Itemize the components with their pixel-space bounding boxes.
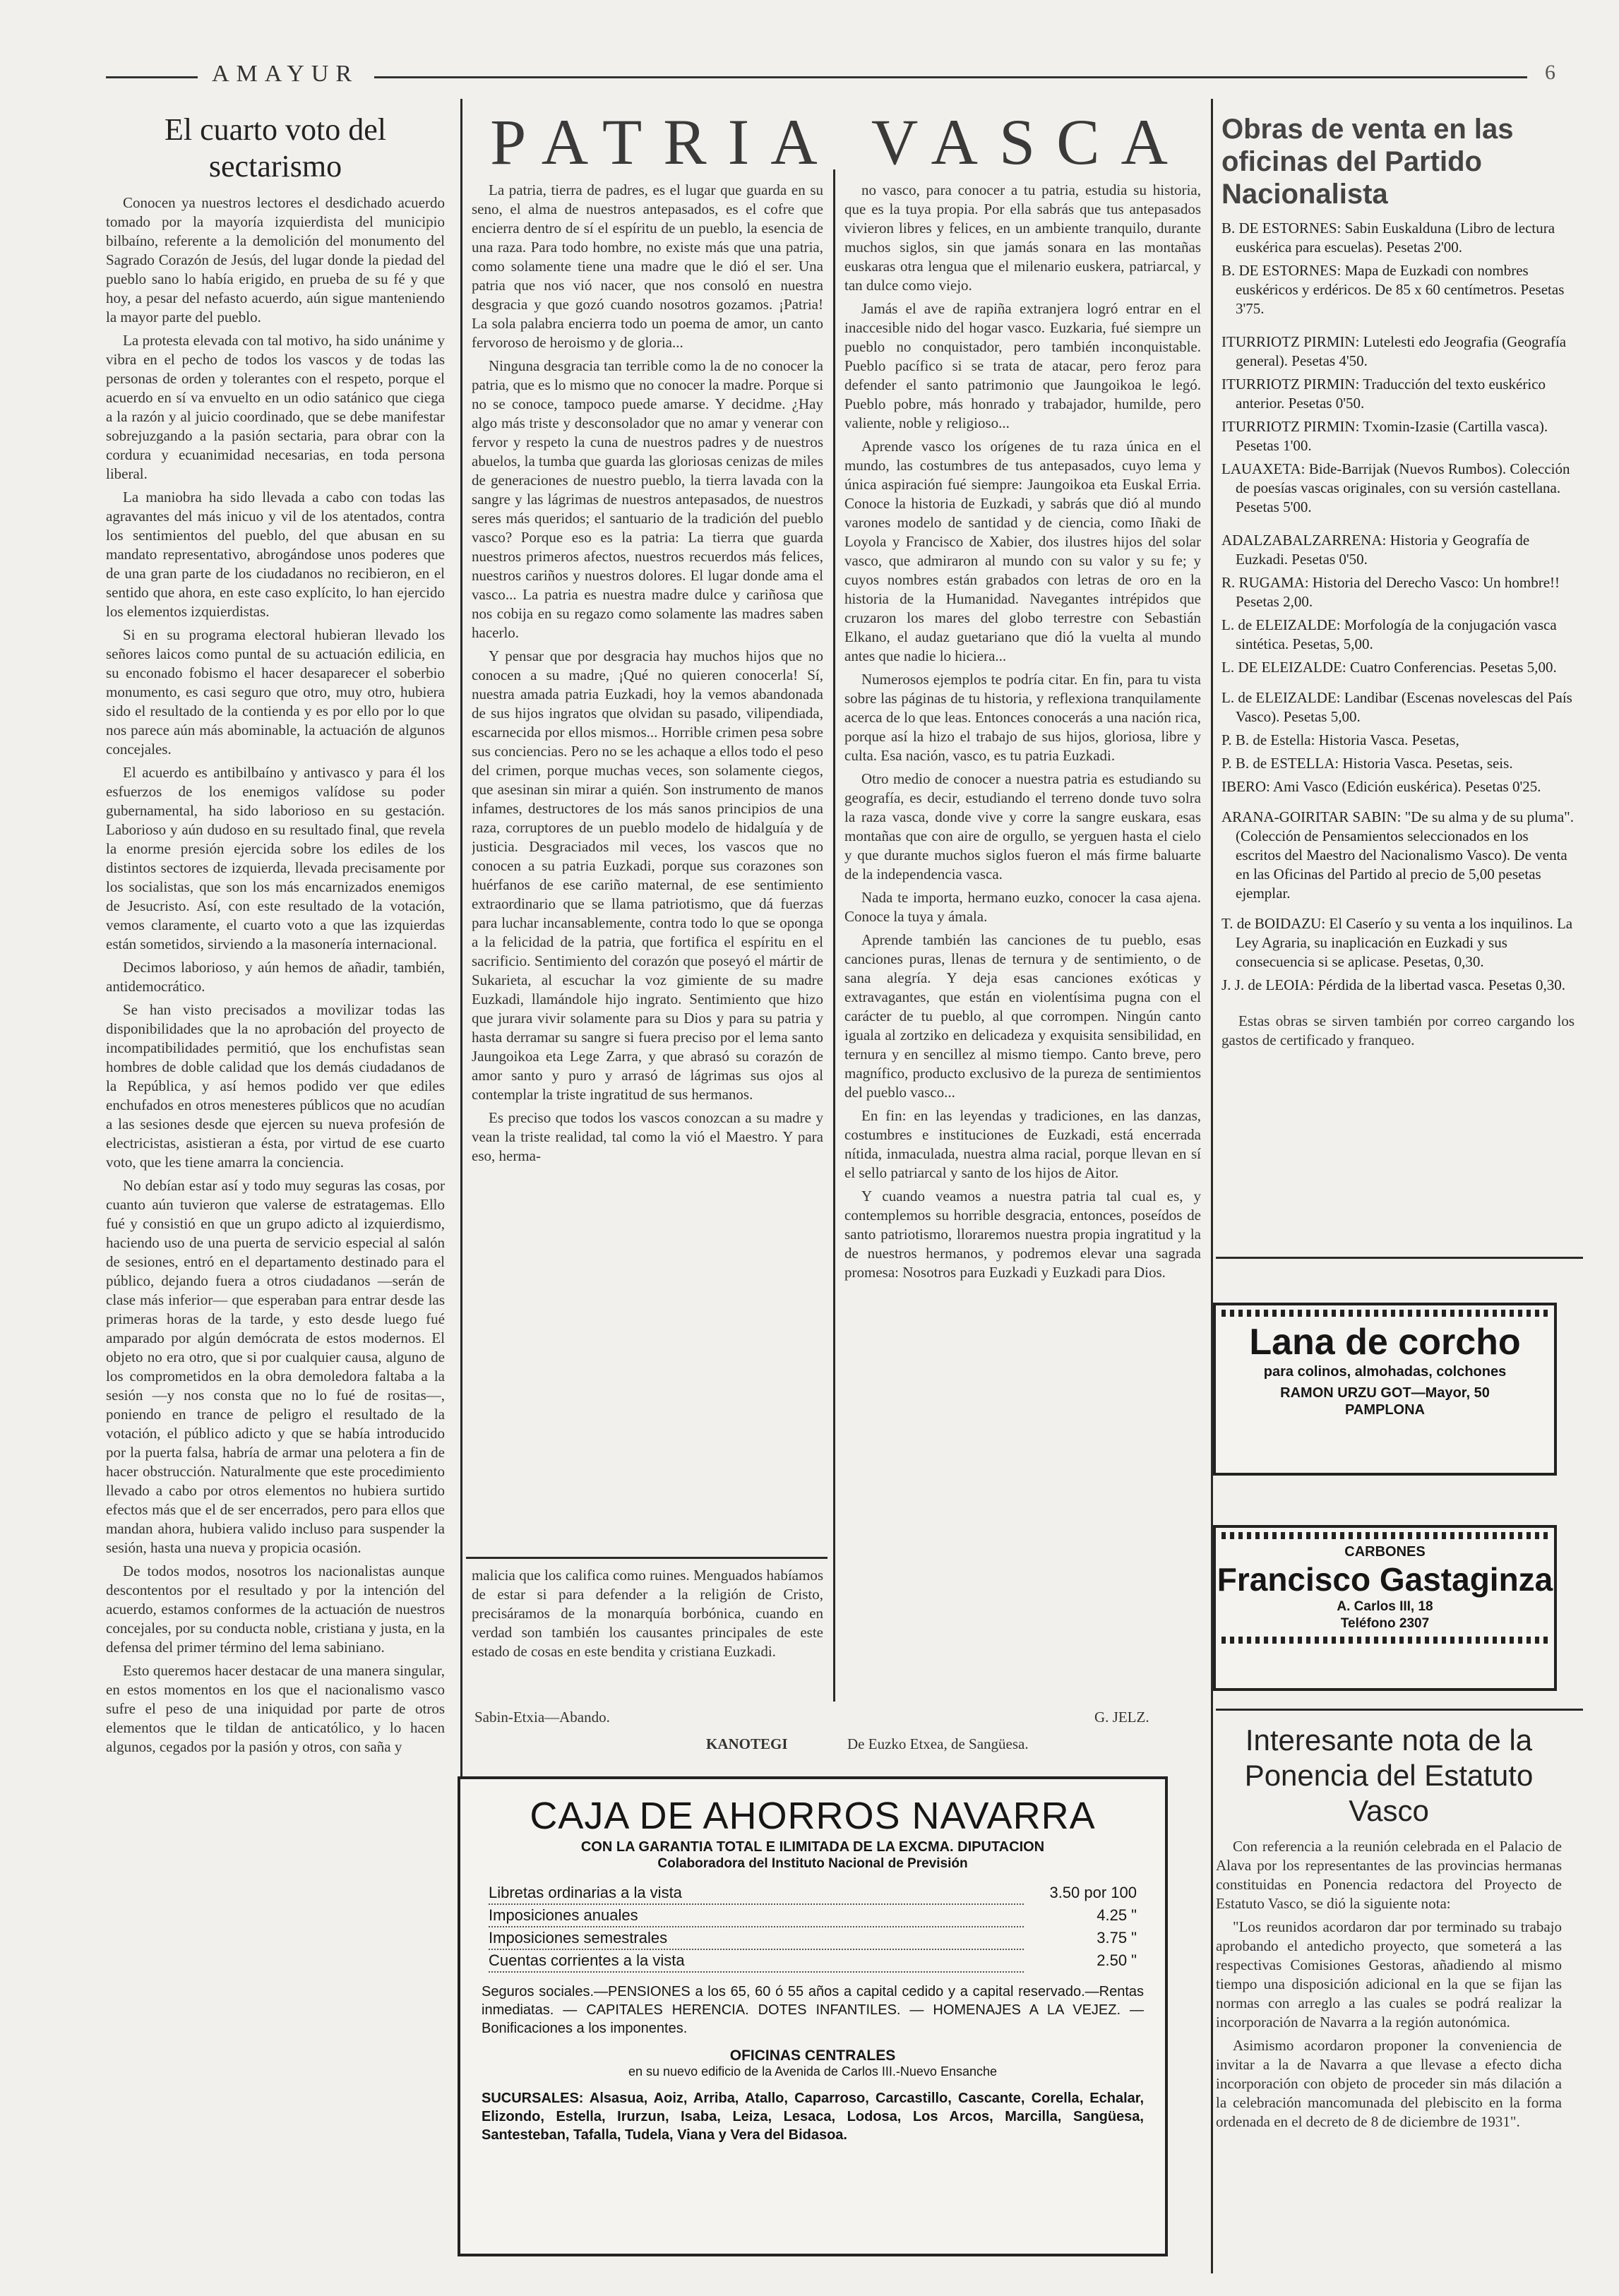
patria-left-column [472,181,823,1550]
book-item: ARANA-GOIRITAR SABIN: "De su alma y de su pluma". (Colección de Pensamientos seleccionados en los escritos del Maestro del Nacionalismo Vasco). De venta en las Oficinas del Partido al precio de 5,00 pesetas ejemplar. [1221,808,1574,902]
rate-value: 3.50 por 100 [1049,1884,1137,1901]
book-item: P. B. de Estella: Historia Vasca. Pesetas, [1221,731,1459,748]
book-item: ITURRIOTZ PIRMIN: Lutelesti edo Jeografia (Geografía general). Pesetas 4'50. [1221,333,1567,369]
paragraph: En fin: en las leyendas y tradiciones, en las danzas, costumbres e instituciones de Euzkadi, está encerrada nítida, inmaculada, nuestra alma racial, porque llevan en sí el sello patriarcal y santo de los hijos de Aitor. [844,1107,1201,1181]
book-item: ITURRIOTZ PIRMIN: Txomin-Izasie (Cartilla vasca). Pesetas 1'00. [1221,418,1548,454]
signature-place: Sabin-Etxia—Abando. [474,1709,610,1726]
book-item: ITURRIOTZ PIRMIN: Traducción del texto euskérico anterior. Pesetas 0'50. [1221,376,1546,412]
caja-branches: SUCURSALES: Alsasua, Aoiz, Arriba, Atallo, Caparroso, Carcastillo, Cascante, Corella, Echalar, Elizondo, Estella, Irurzun, Isaba, Leiza, Lesaca, Lodosa, Los Arcos, Marcilla, Sangüesa, Santesteban, Tafalla, Tudela, Viana y Vera del Bidasoa. [482,2091,1144,2143]
divider [466,1557,828,1559]
ad-line: para colinos, almohadas, colchones [1263,1364,1507,1380]
caja-ahorros-ad [458,1776,1168,2256]
paragraph: La maniobra ha sido llevada a cabo con todas las agravantes del más inicuo y vil de los atentados, contra los sentimientos del pueblo, del que abusan en su mandato representativo, abrogándose unos poderes que de una gran parte de los ciudadanos no recibieron, en el sentido que ahora, en este caso explícito, lo han ejercido los elementos izquierdistas. [106,489,445,620]
caja-collaborator: Colaboradora del Instituto Nacional de Previsión [657,1856,968,1871]
paragraph: Con referencia a la reunión celebrada en el Palacio de Alava por los representantes de las provincias hermanas constituidas en Ponencia redactora del Proyecto de Estatuto Vasco, se dió la siguiente nota: [1216,1838,1562,1912]
book-item: J. J. de LEOIA: Pérdida de la libertad vasca. Pesetas 0,30. [1221,976,1565,993]
rate-value: 2.50 " [1097,1951,1137,1969]
column-rule [833,169,835,1702]
caja-offices-address: en su nuevo edificio de la Avenida de Carlos III.-Nuevo Ensanche [628,2064,997,2079]
ad-line: Teléfono 2307 [1340,1616,1430,1631]
paragraph: De todos modos, nosotros los nacionalistas aunque descontentos por el resultado y por la intención del acuerdo, estamos conformes de la actuación de nuestros concejales, por su conducta noble, cristiana y justa, en la defensa del primer término del lema sabiniano. [106,1562,445,1656]
paragraph: Si en su programa electoral hubieran llevado los señores laicos como puntal de su actuación edilicia, en su enconado fobismo el hacer desaparecer el soberbio monumento, es casi seguro que otro, muy otro, hubiera sido el resultado de la contienda y es por ello por lo que nos parece aún más abominable, la actuación de algunos concejales. [106,626,445,758]
paragraph: malicia que los califica como ruines. Menguados habíamos de estar si para defender a la religión de Cristo, precisáramos de la monarquía borbónica, cuando en verdad son también los causantes principales de este estado de cosas en este bendita y cristiana Euzkadi. [472,1567,823,1660]
nota-title: Interesante nota de la Ponencia del Estatuto Vasco [1244,1723,1534,1827]
paragraph: Jamás el ave de rapiña extranjera logró entrar en el inaccesible nido del hogar vasco. Euzkaria, fué siempre un pueblo no conquistador, pero también inconquistable. Pueblo pacífico si se trata de atacar, pero feroz para defender el santo patrimonio que Jaungoikoa le legó. Pueblo pobre, más honrado y trabajador, humilde, pero valiente, noble y religioso... [844,300,1201,431]
obras-title: Obras de venta en las oficinas del Partido Nacionalista [1221,114,1514,210]
paragraph: Se han visto precisados a movilizar todas las disponibilidades que la no aprobación del proyecto de incompatibilidades permitió, que los enchufistas sean hombres de doble calidad que los demás ciudadanos de la República, y así hemos podido ver que ediles enchufados en otros menesteres públicos que no acudían a las sesiones desde que ejercen su nueva profesión de electricistas, asistieran a ésta, por virtud de ese cuarto voto, que les tiene amarra la conciencia. [106,1001,445,1171]
rate-label: Cuentas corrientes a la vista [489,1950,1024,1973]
ad-border-pattern [1221,1637,1548,1644]
paragraph: Esto queremos hacer destacar de una manera singular, en estos momentos en los que el nacionalismo vasco sufre el peso de una iniquidad por parte de otros elementos que le tildan de anticatólico, y lo hacen algunos, cegados por la pasión y otros, con saña y [106,1662,445,1755]
masthead [106,61,1555,89]
paragraph: Numerosos ejemplos te podría citar. En fin, para tu vista sobre las páginas de tu historia, y reflexiona tranquilamente acerca de lo que leas. Entonces conocerás a una nación rica, porque así la hizo el trabajo de sus hijos, gloriosa, libre y culta. Esa nación, vasco, es tu patria Euzkadi. [844,671,1201,764]
paragraph: La patria, tierra de padres, es el lugar que guarda en su seno, el alma de nuestros antepasados, es el cofre que encierra dentro de sí el espíritu de un pueblo, la esencia de una raza. Para todo hombre, no existe más que una patria, como solamente tiene una madre que le dió el ser. Una patria que nos vió nacer, que nos consoló en nuestra desgracia y que gozó cuando nosotros gozamos. ¡Patria! La sola palabra encierra todo un poema de amor, un canto fervoroso de heroismo y de gloria... [472,181,823,351]
paragraph: Otro medio de conocer a nuestra patria es estudiando su geografía, es decir, estudiando el terreno donde tuvo solra la raza vasca, donde vive y corre la sangre euskara, esas montañas que con aire de orgullo, se yerguen hasta el cielo y que durante muchos siglos fueron el más firme baluarte de la independencia vasca. [844,770,1201,883]
caja-guarantee: CON LA GARANTIA TOTAL E ILIMITADA DE LA EXCMA. DIPUTACION [580,1839,1045,1855]
masthead-name: AMAYUR [212,61,359,87]
obras-venta [1221,113,1575,1243]
caja-offices-title: OFICINAS CENTRALES [729,2047,896,2064]
rates-list [489,1882,1137,1973]
paragraph: Y cuando veamos a nuestra patria tal cual es, y contemplemos su horrible desgracia, entonces, poseídos de santo patriotismo, lloraremos nuestra propia ingratitud y la de nuestros hermanos, y podremos elevar una sagrada promesa: Nosotros para Euzkadi y Euzkadi para Dios. [844,1188,1201,1281]
ad-title: Francisco Gastaginza [1217,1561,1553,1598]
nota-estatuto [1216,1723,1562,2273]
caja-services: Seguros sociales.—PENSIONES a los 65, 60 ó 55 años a capital cedido y a capital reservado.—Rentas inmediatas. — CAPITALES HERENCIA. DOTES INFANTILES. — HOMENAJES A LA VEJEZ. —Bonificaciones a los imponentes. [482,1984,1144,2036]
rate-row [489,1905,1137,1927]
paragraph: Es preciso que todos los vascos conozcan a su madre y vean la triste realidad, tal como la vió el Maestro. Y para eso, herma- [472,1109,823,1164]
rate-row [489,1927,1137,1950]
caja-title: CAJA DE AHORROS NAVARRA [530,1795,1096,1837]
book-item: L. de ELEIZALDE: Morfología de la conjugación vasca sintética. Pesetas, 5,00. [1221,616,1557,652]
column-rule [1211,99,1213,2273]
article-title: El cuarto voto del sectarismo [164,112,386,184]
paragraph: "Los reunidos acordaron dar por terminado su trabajo aprobando el antedicho proyecto, que someterá a las respectivas Comisiones Gestoras, añadiendo al mismo tiempo una disposición adicional en la que se fijan las normas con arreglo a las cuales se podrá realizar la incorporación de Navarra a la región autonómica. [1216,1918,1562,2031]
divider [1216,1709,1583,1711]
book-item: LAUAXETA: Bide-Barrijak (Nuevos Rumbos). Colección de poesías vascas originales, con su versión castellana. Pesetas 5'00. [1221,460,1570,515]
paragraph: no vasco, para conocer a tu patria, estudia su historia, que es la tuya propia. Por ella sabrás que tus antepasados vivieron libres y felices, en un ambiente tranquilo, durante muchos siglos, sin que jamás sonara en las montañas euskaras otra lengua que el milenario euskera, patriarcal, y tan dulce como viejo. [844,181,1201,294]
paragraph: Ninguna desgracia tan terrible como la de no conocer la patria, que es lo mismo que no conocer la madre. Porque si no se conoce, tampoco puede amarse. Y decidme. ¿Hay algo más triste y desconsolador que no amar y venerar con fervor y respeto la cuna de nuestros padres y de nuestros abuelos, la tumba que guarda las gloriosas cenizas de miles de generaciones de nuestro pueblo, la tierra lavada con la sangre y las lágrimas de nuestros antepasados, de nuestros seres más queridos; el santuario de la tradición del pueblo vasco? Porque eso es la patria: La tierra que guarda nuestros primeros afectos, nuestros recuerdos más felices, nuestros cariños y nuestros dolores. El lugar donde ama el vasco... La patria es nuestra madre dulce y cariñosa que nos cobija en su regazo como solamente las madres saben hacerlo. [472,357,823,641]
rate-value: 4.25 " [1097,1906,1137,1924]
lana-corcho-ad [1213,1303,1557,1476]
ad-line: PAMPLONA [1345,1402,1425,1418]
patria-right-column [844,181,1201,1706]
book-item: L. DE ELEIZALDE: Cuatro Conferencias. Pesetas 5,00. [1221,659,1557,676]
ad-border-pattern [1221,1532,1548,1539]
ad-title: Lana de corcho [1249,1322,1521,1363]
paragraph: La protesta elevada con tal motivo, ha sido unánime y vibra en el pecho de todos los vascos y de todas las personas de orden y tolerantes con el respeto, porque el acuerdo en sí va envuelto en un odio satánico que ciega a la razón y al juicio coordinado, que se debe manifestar sobrejuzgando a la pasión sectaria, para obrar con la cordura y ecuanimidad necesarias, en toda persona liberal. [106,332,445,482]
article-cuarto-voto [106,112,445,2230]
book-item: ADALZABALZARRENA: Historia y Geografía de Euzkadi. Pesetas 0'50. [1221,532,1530,568]
book-item: R. RUGAMA: Historia del Derecho Vasco: Un hombre!! Pesetas 2,00. [1221,574,1560,610]
paragraph: El acuerdo es antibilbaíno y antivasco y para él los esfuerzos de los enemigos valídose su poder gubernamental, ha sido laborioso en su gestación. Laborioso y aún dudoso en su resultado final, que revela la enorme presión ejercida sobre los ediles de los distintos sectores de izquierda, llevada precisamente por los socialistas, que son los más encarnizados enemigos de Jesucristo. Así, con este resultado de la votación, vemos claramente, el cuarto voto a que las izquierdas están sometidos, sirviendo a la masonería internacional. [106,764,445,952]
book-item: B. DE ESTORNES: Mapa de Euzkadi con nombres euskéricos y erdéricos. De 85 x 60 centímetros. Pesetas 3'75. [1221,262,1565,317]
francisco-ad [1213,1525,1557,1691]
ad-line: RAMON URZU GOT—Mayor, 50 [1280,1385,1490,1401]
paragraph: Y pensar que por desgracia hay muchos hijos que no conocen a su madre, ¡Qué no quieren conocerla! Sí, nuestra amada patria Euzkadi, hoy la vemos abandonada de sus hijos ingratos que olvidan su pasado, vilipendiada, escarnecida por ellos mismos... Horrible crimen pesa sobre sus conciencias. Pero no se les achaque a ellos todo el peso del crimen, porque muchas veces, son solamente ciegos, que asesinan sin mirar a quién. Son instrumento de manos infames, destructores de los más sanos principios de una raza, corruptores de un pueblo modelo de hidalguía y de justicia. Desgraciados mil veces, los vascos que no conocen a su patria Euzkadi, porque sus corazones son huérfanos de ese cariño maternal, de ese sentimiento extraordinario que se llama patriotismo, que dá fuerzas para luchar incansablemente, contra todo lo que se oponga a la felicidad de la patria, que fortifica el espíritu en el sacrificio. Sentimiento del corazón que poseyó el mártir de Sukarieta, al escuchar la voz gimiente de su madre Euzkadi, llamándole hijo ingrato. Sentimiento que hizo que jurara vivir solamente para su Dios y para su patria y hasta derramar su sangre si fuera preciso por el lema santo Jaungoikoa eta Lege Zarra, y que abrasó su corazón de amor santo y puro y arrasó de lágrimas sus ojos al contemplar la triste ingratitud de sus hermanos. [472,647,823,1103]
book-item: IBERO: Ami Vasco (Edición euskérica). Pesetas 0'25. [1221,778,1541,795]
masthead-rule-left [106,76,198,78]
signature-kanotegi: KANOTEGI [706,1735,788,1752]
signature-author: G. JELZ. [1094,1709,1149,1726]
paragraph: Decimos laborioso, y aún hemos de añadir, también, antidemocrático. [106,959,445,995]
cuarto-voto-continuation [472,1566,823,1693]
ad-line: A. Carlos III, 18 [1337,1599,1433,1614]
book-item: L. de ELEIZALDE: Landibar (Escenas novelescas del País Vasco). Pesetas 5,00. [1221,689,1572,725]
rate-value: 3.75 " [1097,1929,1137,1947]
paragraph: No debían estar así y todo muy seguras las cosas, por cuanto aún tuvieron que valerse de estratagemas. Ello fué y consistió en que un grupo adicto al izquierdismo, haciendo uso de una puerta de servicio especial al salón de sesiones, entró en el departamento destinado para el público, dejando fuera a otros ciudadanos —serán de clase más inferior— que esperaban para entrar desde las primeras horas de la tarde, y esto desde luego fué amparado por algún demócrata de estos modernos. El objeto no era otro, que si por cualquier causa, alguno de los comprometidos en la obra demoledora faltaba a la sesión —y nos consta que no lo fué de rositas—, poniendo en trance de peligro el resultado de la votación, el público adicto y que se había introducido por la puerta falsa, habría de armar una pelotera a fin de hacer obstrucción. Naturalmente que este procedimiento llevado a cabo por otros elementos no hubiera surtido efectos más que el de ser encerrados, pero para ellos que mandan ahora, hubiera valido incluso para suspender la sesión, hasta una nueva y propicia ocasión. [106,1177,445,1556]
masthead-rule-right [374,76,1527,78]
paragraph: Aprende también las canciones de tu pueblo, esas canciones puras, llenas de ternura y de sentimiento, o de sana alegría. Y deja esas canciones exóticas y extravagantes, que están en violentísima pugna con el carácter de tu pueblo, al que corrompen. Ningún canto iguala al zortziko en delicadeza y exquisita sensibilidad, en ternura y en sencillez al mismo tiempo. Canto breve, pero magnífico, producto exclusivo de la pureza de sentimientos del pueblo vasco... [844,931,1201,1101]
rate-row [489,1950,1137,1973]
book-item: T. de BOIDAZU: El Caserío y su venta a los inquilinos. La Ley Agraria, su inaplicación en Euzkadi y sus consecuencia si se aplicase. Pesetas, 0,30. [1221,915,1573,970]
paragraph: Aprende vasco los orígenes de tu raza única en el mundo, las costumbres de tus antepasados, cuyo lema y única aspiración fué siempre: Jaungoikoa eta Euskal Erria. Conoce la historia de Euzkadi, y sabrás que dió al mundo varones modelo de santidad y de ciencia, como Iñaki de Loyola y Francisco de Xabier, dos ilustres hijos del solar vasco, que admiraron al mundo con su valor y su fe; y cuyos nombres están grabados con letras de oro en la historia de la Humanidad. Navegantes intrépidos que cruzaron los mares del globo terrestre con Sebastián Elkano, el audaz guetariano que dió la vuelta al mundo antes que nadie lo hiciera... [844,438,1201,664]
paragraph: Conocen ya nuestros lectores el desdichado acuerdo tomado por la mayoría izquierdista del municipio bilbaíno, referente a la demolición del monumento del Sagrado Corazón de Jesús, del lugar donde la piedad del pueblo sano lo había erigido, en prueba de su fé y que hoy, a pesar del nefasto acuerdo, aún sigue manteniendo la mayor parte del pueblo. [106,194,445,325]
paragraph: Asimismo acordaron proponer la conveniencia de invitar a la de Navarra a que llevase a efecto dicha incorporación con objeto de proceder sin más dilación a la celebración mancomunada del plebiscito en la forma ordenada en el decreto de 8 de diciembre de 1931". [1216,2037,1562,2130]
signature-origin: De Euzko Etxea, de Sangüesa. [847,1735,1029,1752]
rate-label: Libretas ordinarias a la vista [489,1882,1024,1905]
ad-kicker: CARBONES [1344,1544,1426,1560]
rate-label: Imposiciones semestrales [489,1927,1024,1950]
patria-vasca-title: PATRIA VASCA [490,106,1189,178]
book-item: P. B. de ESTELLA: Historia Vasca. Pesetas, seis. [1221,755,1513,772]
divider [1216,1257,1583,1259]
ad-border-pattern [1221,1310,1548,1317]
obras-note: Estas obras se sirven también por correo cargando los gastos de certificado y franqueo. [1221,1012,1575,1048]
rate-label: Imposiciones anuales [489,1905,1024,1927]
book-item: B. DE ESTORNES: Sabin Euskalduna (Libro de lectura euskérica para escuelas). Pesetas 2'00. [1221,220,1555,256]
rate-row [489,1882,1137,1905]
paragraph: Nada te importa, hermano euzko, conocer la casa ajena. Conoce la tuya y ámala. [844,889,1201,925]
page-number: 6 [1545,61,1555,84]
